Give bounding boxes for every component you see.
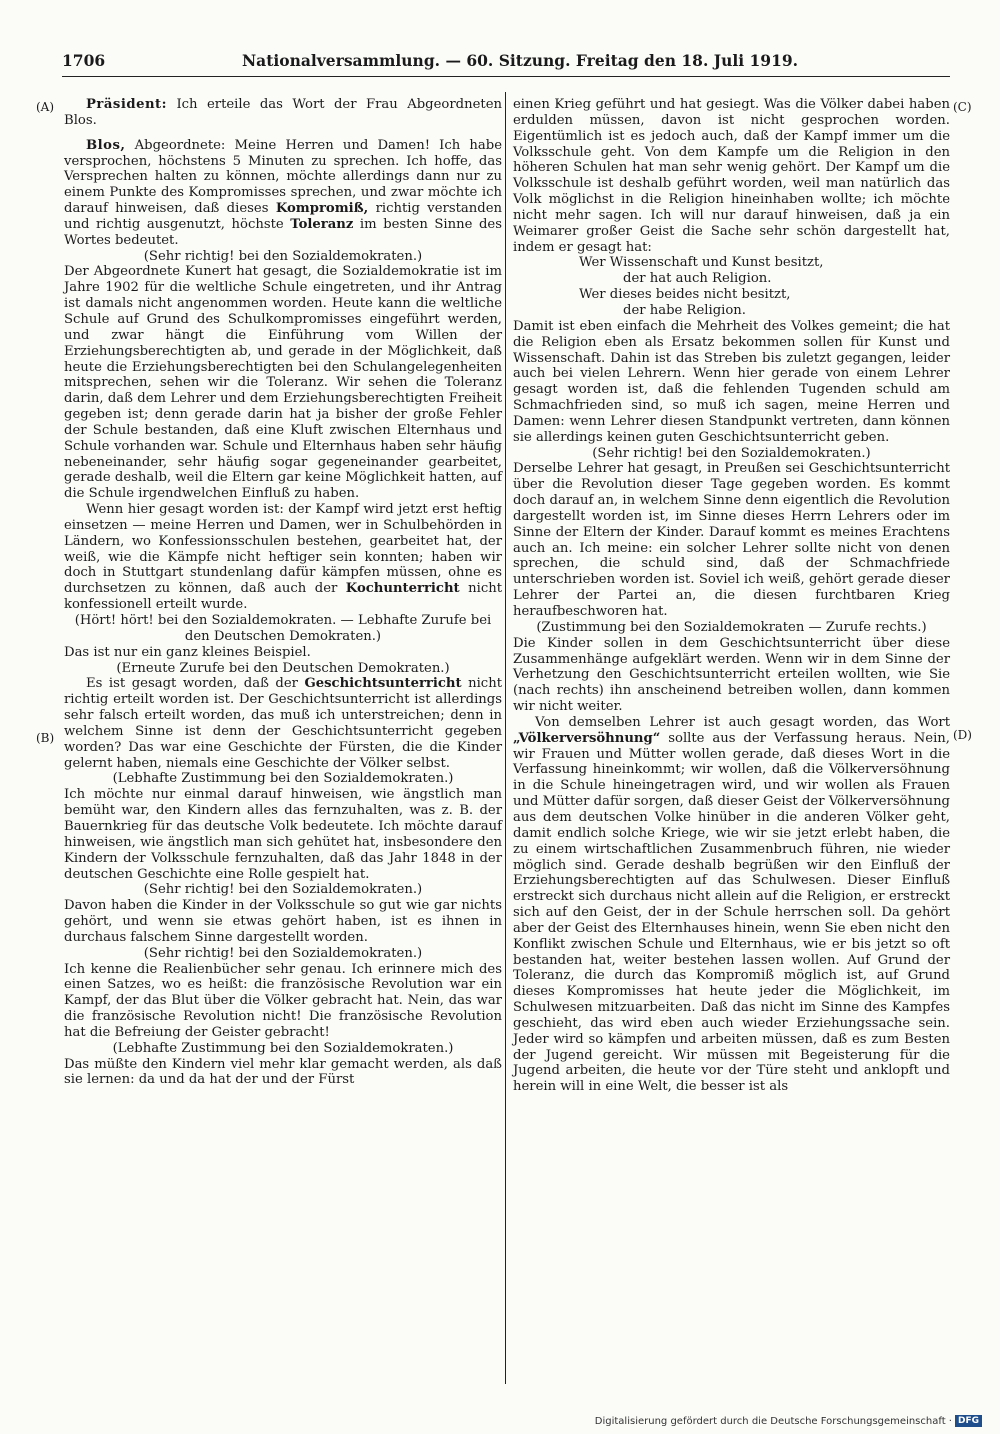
paragraph-text: Abgeordnete: Meine Herren und Damen! Ich habe versprochen, höchstens 5 Minuten zu sprechen. Ich hoffe, das Versprechen halten zu können, möchte allerdings dann nur zu einem Punkte des Kompromisses sprechen, und zwar möchte ich darauf hinweisen, daß dieses xyxy=(64,137,502,217)
stage-direction: (Sehr richtig! bei den Sozialdemokraten.) xyxy=(143,882,423,898)
paragraph xyxy=(64,676,502,771)
paragraph: Das müßte den Kindern viel mehr klar gemacht werden, als daß sie lernen: da und da hat der und der Fürst xyxy=(64,1056,502,1088)
verse-line: Wer Wissenschaft und Kunst besitzt, xyxy=(579,255,824,271)
right-column xyxy=(513,97,950,1095)
emphasis: Geschichtsunterricht xyxy=(304,676,462,692)
stage-direction: (Sehr richtig! bei den Sozialdemokraten.) xyxy=(143,945,423,961)
margin-marker-b: (B) xyxy=(36,731,55,745)
verse-line: der hat auch Religion. xyxy=(623,271,772,287)
page-header xyxy=(62,50,950,72)
verse-line: der habe Religion. xyxy=(623,302,746,318)
paragraph: Der Abgeordnete Kunert hat gesagt, die Sozialdemokratie ist im Jahre 1902 für die weltliche Schule eingetreten, und ihr Antrag ist damals nicht angenommen worden. Heute kann die weltliche Schule auf Grund des Schulkompromisses eingeführt werden, und zwar hängt die Einführung vom Willen der Erziehungsberechtigten ab, und gerade in der Möglichkeit, daß heute die Erziehungsberechtigten bei den Schulangelegenheiten mitsprechen, sehen wir die Toleranz. Wir sehen die Toleranz darin, daß dem Lehrer und dem Erziehungsberechtigten Freiheit gegeben ist; denn gerade darin hat ja bisher der große Fehler der Schule bestanden, daß eine Kluft zwischen Elternhaus und Schule vorhanden war. Schule und Elternhaus haben sehr häufig nebeneinander, sehr häufig sogar gegeneinander gearbeitet, gerade deshalb, weil die Eltern gar keine Möglichkeit hatten, auf die Schule irgendwelchen Einfluß zu haben. xyxy=(64,264,502,502)
speaker-name: Präsident: xyxy=(86,97,168,112)
stage-direction: (Hört! hört! bei den Sozialdemokraten. — Lebhafte Zurufe bei den Deutschen Demokraten.) xyxy=(74,613,492,644)
paragraph: Damit ist eben einfach die Mehrheit des Volkes gemeint; die hat die Religion eben als Ersatz bekommen sollen für Kunst und Wissenschaft. Dahin ist das Streben bis zuletzt gegangen, leider auch bei vielen Lehrern. Wenn hier gerade von einem Lehrer gesagt worden ist, daß die fehlenden Tugenden schuld am Schmachfrieden sind, so muß ich sagen, meine Herren und Damen: wenn Lehrer diesen Standpunkt vertreten, dann können sie allerdings keinen guten Geschichtsunterricht geben. xyxy=(513,318,950,445)
paragraph-text: Wenn hier gesagt worden ist: der Kampf wird jetzt erst heftig einsetzen — meine Herren und Damen, wer in Schulbehörden in Ländern, wo Konfessionsschulen bestehen, gearbeitet hat, der weiß, wie die Kämpfe nicht heftiger sein konnten; haben wir doch in Stuttgart stundenlang dafür kämpfen müssen, ohne es durchsetzen zu können, daß auch der xyxy=(64,502,502,597)
paragraph xyxy=(64,502,502,613)
paragraph xyxy=(64,97,502,129)
paragraph: Die Kinder sollen in dem Geschichtsunterricht über diese Zusammenhänge aufgeklärt werden. Wenn wir in dem Sinne der Verhetzung den Geschichtsunterricht erteilen wollten, wie Sie (nach rechts) ihn anscheinend betreiben wollen, dann kommen wir nicht weiter. xyxy=(513,635,950,715)
emphasis: Kompromiß, xyxy=(275,201,369,217)
paragraph: einen Krieg geführt und hat gesiegt. Was die Völker dabei haben erdulden müssen, davon ist nicht gesprochen worden. Eigentümlich ist es jedoch auch, daß der Kampf immer um die Volksschule geht. Von dem Kampfe um die Religion in den höheren Schulen hat man sehr wenig gehört. Der Kampf um die Volksschule ist deshalb geführt worden, weil man natürlich das Volk möglichst in die Religion hineinhaben wollte; ich möchte nicht mehr sagen. Ich will nur darauf hinweisen, daß ja ein Weimarer großer Geist die Sache sehr schön dargestellt hat, indem er gesagt hat: xyxy=(513,97,950,255)
paragraph-text: im besten Sinne des Wortes bedeutet. xyxy=(64,216,502,248)
verse-quote xyxy=(513,255,950,318)
stage-direction: (Zustimmung bei den Sozialdemokraten — Zurufe rechts.) xyxy=(536,619,927,635)
paragraph-text: Von demselben Lehrer ist auch gesagt worden, das Wort xyxy=(535,714,950,730)
paragraph: Ich kenne die Realienbücher sehr genau. Ich erinnere mich des einen Satzes, wo es heißt: die französische Revolution war ein Kampf, der das Blut über die Völker gebracht hat. Nein, das war die französische Revolution nicht! Die französische Revolution hat die Befreiung der Geister gebracht! xyxy=(64,961,502,1040)
paragraph: Derselbe Lehrer hat gesagt, in Preußen sei Geschichtsunterricht über die Revolution dieser Tage gegeben worden. Es kommt doch darauf an, in welchem Sinne denn eigentlich die Revolution dargestellt worden ist, im Sinne dieses Herrn Lehrers oder im Sinne der Eltern der Kinder. Darauf kommt es meines Erachtens auch an. Ich meine: ein solcher Lehrer sollte nicht von denen sprechen, die schuld sind, daß der Schmachfriede unterschrieben worden ist. Soviel ich weiß, gehört gerade dieser Lehrer der Partei an, die diesen furchtbaren Krieg heraufbeschworen hat. xyxy=(513,461,950,619)
column-divider xyxy=(505,92,506,1384)
paragraph-text: nicht richtig erteilt worden ist. Der Geschichtsunterricht ist allerdings sehr falsch erteilt worden, das muß ich unterstreichen; denn in welchem Sinne ist denn der Geschichtsunterricht gegeben worden? Das war eine Geschichte der Fürsten, die die Kinder gelernt haben, niemals eine Geschichte der Völker selbst. xyxy=(64,676,502,771)
paragraph-text: Es ist gesagt worden, daß der xyxy=(86,676,305,692)
paragraph-text: nicht konfessionell erteilt wurde. xyxy=(64,581,502,613)
paragraph-text: Ich erteile das Wort der Frau Abgeordneten Blos. xyxy=(64,97,502,128)
stage-direction: (Erneute Zurufe bei den Deutschen Demokraten.) xyxy=(116,660,450,676)
running-title: Nationalversammlung. — 60. Sitzung. Freitag den 18. Juli 1919. xyxy=(242,51,799,70)
paragraph xyxy=(513,715,950,1095)
margin-marker-c: (C) xyxy=(953,100,972,114)
margin-marker-d: (D) xyxy=(953,728,972,742)
speaker-name: Blos, xyxy=(86,137,126,153)
dfg-logo: DFG xyxy=(955,1415,982,1427)
margin-marker-a: (A) xyxy=(36,100,55,114)
paragraph: Davon haben die Kinder in der Volksschule so gut wie gar nichts gehört, und wenn sie etwas gehört haben, ist es ihnen in durchaus falschem Sinne dargestellt worden. xyxy=(64,898,502,945)
stage-direction: (Lebhafte Zustimmung bei den Sozialdemokraten.) xyxy=(112,1040,454,1056)
paragraph: Das ist nur ein ganz kleines Beispiel. xyxy=(64,644,311,660)
emphasis: Toleranz xyxy=(290,216,354,232)
paragraph-text: richtig verstanden und richtig ausgenutzt, höchste xyxy=(64,201,502,232)
stage-direction: (Sehr richtig! bei den Sozialdemokraten.) xyxy=(143,248,423,264)
verse-line: Wer dieses beides nicht besitzt, xyxy=(579,287,791,303)
paragraph: Ich möchte nur einmal darauf hinweisen, wie ängstlich man bemüht war, den Kindern alles das fernzuhalten, was z. B. der Bauernkrieg für das deutsche Volk bedeutete. Ich möchte darauf hinweisen, wie ängstlich man sich gehütet hat, insbesondere den Kindern der Volksschule fernzuhalten, daß das Jahr 1848 in der deutschen Geschichte eine Rolle gespielt hat. xyxy=(64,787,502,882)
stage-direction: (Lebhafte Zustimmung bei den Sozialdemokraten.) xyxy=(112,771,454,787)
header-rule xyxy=(62,76,950,77)
paragraph xyxy=(64,138,502,249)
page-number: 1706 xyxy=(62,51,106,70)
emphasis: Kochunterricht xyxy=(345,581,460,597)
digitization-credit xyxy=(595,1415,982,1427)
paragraph-text: sollte aus der Verfassung heraus. Nein, wir Frauen und Mütter wollen gerade, daß dieses Wort in die Verfassung hineinkommt; wir wollen, daß die Völkerversöhnung in die Schule hineingetragen wird, und wir wollen als Frauen und Mütter dafür sorgen, daß dieser Geist der Völkerversöhnung aus dem deutschen Volke hinüber in die anderen Völker geht, damit endlich solche Kriege, wie wir sie jetzt erlebt haben, die zu einem wirtschaftlichen Zusammenbruch führen, nie wieder möglich sind. Gerade deshalb begrüßen wir den Einfluß der Erziehungsberechtigten auf das Schulwesen. Dieser Einfluß erstreckt sich durchaus nicht allein auf die Religion, er erstreckt sich auf den Geist, der in der Schule herrschen soll. Da gehört aber der Geist des Elternhauses hinein, wenn Sie eben nicht den Konflikt zwischen Schule und Elternhaus, wie er bis jetzt so oft bestanden hat, weiter bestehen lassen wollen. Auf Grund der Toleranz, die durch das Kompromiß möglich ist, auf Grund dieses Kompromisses hat heute jeder die Möglichkeit, im Schulwesen mitzuarbeiten. Daß das nicht im Sinne des Kampfes geschieht, das wird eben auch wieder Erziehungssache sein. Jeder wird so kämpfen und arbeiten müssen, daß es zum Besten der Jugend gereicht. Wir müssen mit Begeisterung für die Jugend arbeiten, die heute vor der Türe steht und anklopft und herein will in eine Welt, die besser ist als xyxy=(513,730,950,1095)
emphasis: „Völkerversöhnung“ xyxy=(513,730,661,746)
stage-direction: (Sehr richtig! bei den Sozialdemokraten.) xyxy=(592,445,871,461)
left-column xyxy=(64,97,502,1088)
credit-text: Digitalisierung gefördert durch die Deutsche Forschungsgemeinschaft · xyxy=(594,1416,952,1427)
